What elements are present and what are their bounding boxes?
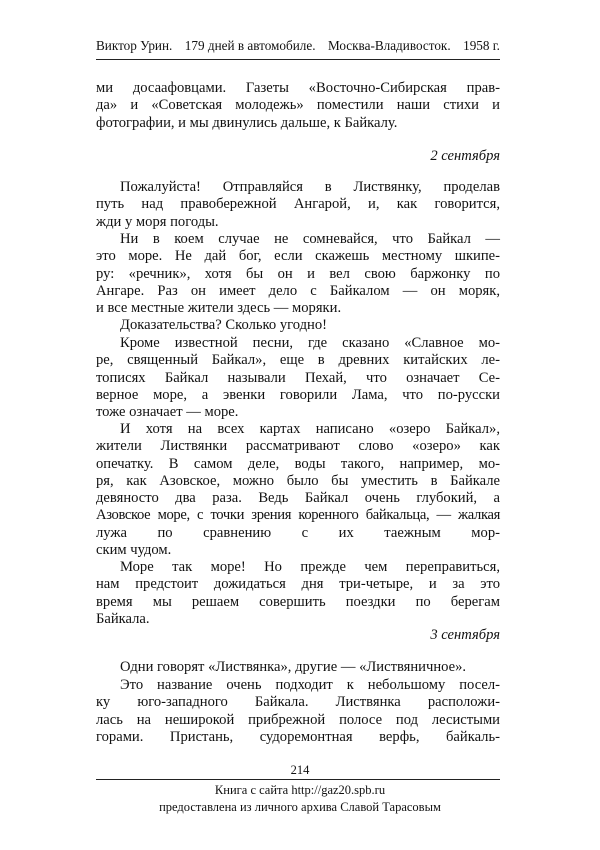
text-line: жители Листвянки рассматривают слово «озеро» как [96,438,500,455]
header-book-title: 179 дней в автомобиле. [184,38,316,53]
text-line: Ни в коем случае не сомневайся, что Байкал — [120,231,500,247]
page-number: 214 [290,763,310,777]
text-line: лужа по сравнению с их таежным мор- [96,524,500,541]
paragraph [96,179,500,231]
footer-credit-line: предоставлена из личного архива Славой Тарасовым [159,800,441,814]
header-rule [96,59,500,60]
paragraph [96,317,500,334]
paragraph [96,421,500,559]
paragraph [96,659,500,676]
text-line: и все местные жители здесь — моряки. [96,300,342,317]
text-line: Пожалуйста! Отправляйся в Листвянку, проделав [120,179,500,195]
header-year: 1958 г. [463,38,500,53]
text-line: путь над правобережной Ангарой, и, как говорится, [96,196,500,213]
text-line: ре, священный Байкал», еще в древних китайских ле- [96,352,500,369]
text-line: ру: «речник», хотя бы он и вел свою баржонку по [96,265,500,282]
paragraph [96,559,500,628]
paragraph [96,677,500,746]
paragraph [96,80,500,132]
text-line: жди у моря погоды. [96,213,219,230]
text-line: время мы решаем совершить поездки по берегам [96,593,500,610]
text-line: Байкала. [96,610,150,627]
text-line: верное море, а эвенки говорили Лама, что по-русски [96,386,500,403]
text-line: да» и «Советская молодежь» поместили наши стихи и [96,97,500,114]
header-author: Виктор Урин. [96,38,173,53]
diary-date: 2 сентября [430,148,500,164]
text-line: Ангаре. Раз он имеет дело с Байкалом — он моряк, [96,282,500,299]
text-line: Азовское море, с точки зрения коренного байкальца, — жалкая [96,507,500,524]
text-line: Это название очень подходит к небольшому посел- [120,677,500,693]
footer-rule [96,779,500,780]
text-line: лась на неширокой прибрежной полосе под лесистыми [96,711,500,728]
text-line: это море. Не дай бог, если скажешь местному шкипе- [96,248,500,265]
text-line: опечатку. В самом деле, воды такого, например, мо- [96,455,500,472]
text-line: тописях Байкал называли Пехай, что означает Се- [96,369,500,386]
text-line: девяносто два раза. Ведь Байкал очень глубокий, а [96,490,500,507]
text-line: ми досаафовцами. Газеты «Восточно-Сибирская прав- [96,80,500,96]
paragraph [96,335,500,421]
paragraph [96,231,500,317]
text-line: ку юго-западного Байкала. Листвянка расположи- [96,694,500,711]
text-line: ским чудом. [96,542,172,559]
text-line: тоже означает — море. [96,404,239,421]
running-header [96,38,500,54]
text-line: И хотя на всех картах написано «озеро Байкал», [120,421,500,437]
text-line: фотографии, и мы двинулись дальше, к Байкалу. [96,114,398,131]
text-line: Доказательства? Сколько угодно! [120,317,328,333]
text-line: Кроме известной песни, где сказано «Славное мо- [120,335,500,351]
text-line: Одни говорят «Листвянка», другие — «Листвяничное». [120,659,467,675]
text-line: нам предстоит дожидаться дня три-четыре, и за это [96,576,500,593]
text-line: Море так море! Но прежде чем переправиться, [120,559,500,575]
diary-date: 3 сентября [430,627,500,643]
header-route: Москва-Владивосток. [327,38,451,53]
text-line: горами. Пристань, судоремонтная верфь, байкаль- [96,728,500,745]
text-line: ря, как Азовское, можно было бы уместить в Байкале [96,472,500,489]
footer-source-line: Книга с сайта http://gaz20.spb.ru [214,783,386,797]
